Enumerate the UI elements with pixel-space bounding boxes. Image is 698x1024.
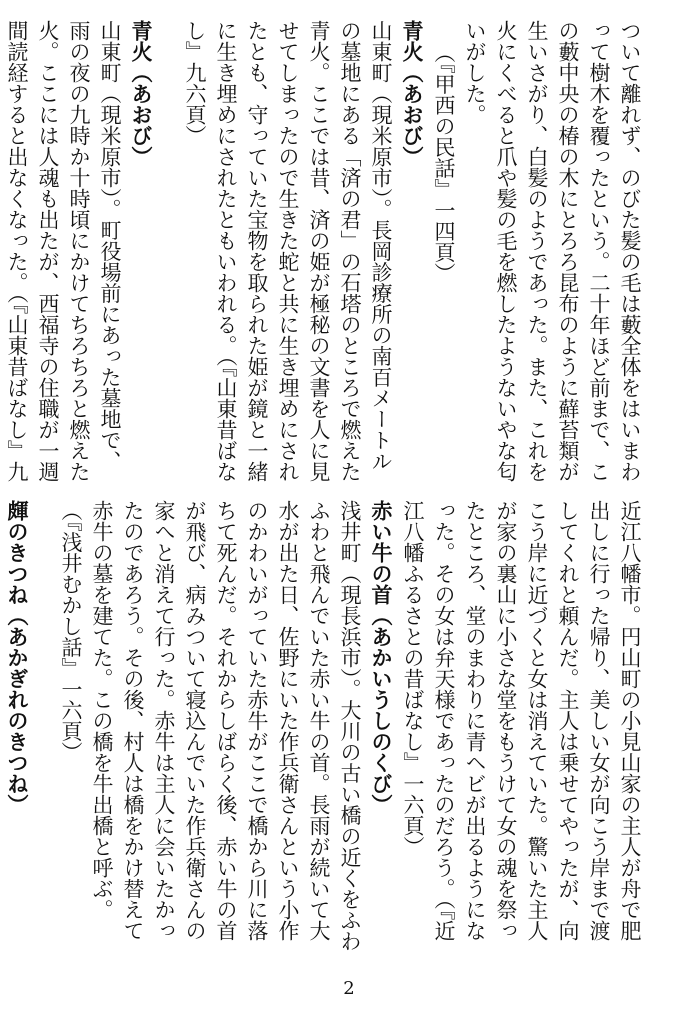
- paragraph: ついて離れず、のびた髪の毛は藪全体をはいまわって樹木を覆ったという。二十年ほど前まで、この藪中央の椿の木にとろろ昆布のように蘚苔類が生いさがり、白髪のようであった。また、これを火にくべると爪や髪の毛を燃したようないやな匂いがした。: [463, 20, 642, 482]
- column-entry: [0, 500, 33, 960]
- column-entry: [55, 500, 397, 960]
- entry-body: 山東町（現米原市）。町役場前にあった墓地で、雨の夜の九時か十時頃にかけてちろちろと燃えた火。ここには人魂も出たが、西福寺の住職が一週間読経すると出なくなった。（『山東昔ばなし』九: [5, 20, 122, 482]
- paragraph: 近江八幡市。円山町の小見山家の主人が舟で肥出しに行った帰り、美しい女が向こう岸まで渡してくれと頼んだ。主人は乗せてやったが、向こう岸に近づくと女は消えていた。驚いた主人が家の裏山に小さな堂をもうけて女の魂を祭ったところ、堂のまわりに青ヘビが出るようになった。その女は弁天様であったのだろう。（『近江八幡ふるさとの昔ばなし』一六頁）: [401, 500, 642, 941]
- source-citation: （『甲西の民話』一四頁）: [432, 42, 456, 284]
- upper-text-block: [5, 20, 645, 488]
- entry-body: 浅井町（現長浜市）。大川の古い橋の近くをふわふわと飛んでいた赤い牛の首。長雨が続いて大水が出た日、佐野にいた作兵衛さんという小作のかわいがっていた赤牛がここで橋から川に落ちて死んだ。それからしばらく後、赤い牛の首が飛び、病みついて寝込んでいた作兵衛さんの家へと消えて行った。赤牛は主人に会いたかったのであろう。その後、村人は橋をかけ替えて赤牛の墓を建てた。この橋を牛出橋と呼ぶ。（『浅井むかし話』一六頁）: [59, 500, 362, 952]
- lower-text-block: [5, 500, 645, 960]
- entry-heading: 皹のきつね（あかぎれのきつね）: [5, 500, 30, 815]
- column-entry: [179, 20, 428, 488]
- entry-heading: 青火（あおび）: [129, 20, 154, 167]
- entry-heading: 赤い牛の首（あかいうしのくび）: [369, 500, 394, 815]
- page-number: 2: [343, 978, 355, 999]
- entry-heading: 青火（あおび）: [400, 20, 425, 167]
- entry-body: 山東町（現米原市）。長岡診療所の南百メートルの墓地にある「済の君」の石塔のところで燃えた青火。ここでは昔、済の姫が極秘の文書を人に見せてしまったので生きた蛇と共に生き埋めにされたとも、守っていた宝物を取られた姫が鏡と一緒に生き埋めにされたともいわれる。（『山東昔ばなし』九六頁）: [183, 20, 393, 482]
- column-text: [428, 20, 645, 488]
- column-entry: [0, 20, 157, 488]
- column-text: [397, 500, 645, 960]
